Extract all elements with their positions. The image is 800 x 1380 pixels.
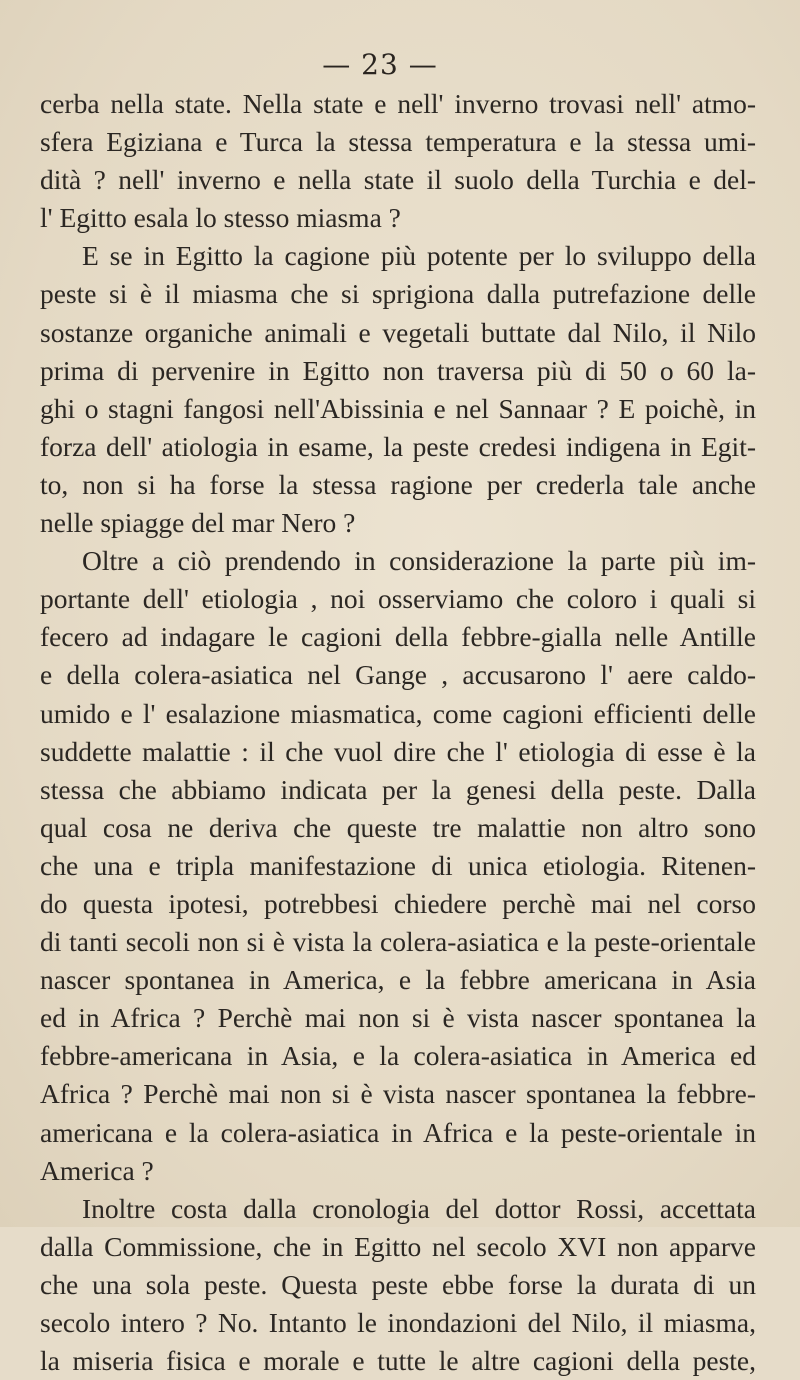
text-line: che una e tripla manifestazione di unica etiologia. Ritenen- xyxy=(40,849,756,881)
text-line: Africa ? Perchè mai non si è vista nascer spontanea la febbre- xyxy=(40,1078,756,1110)
text-line: Inoltre costa dalla cronologia del dottor Rossi, accettata xyxy=(82,1192,756,1224)
text-line: to, non si ha forse la stessa ragione per crederla tale anche xyxy=(40,468,756,500)
text-line: stessa che abbiamo indicata per la genesi della peste. Dalla xyxy=(40,773,756,805)
text-line: fecero ad indagare le cagioni della febbre-gialla nelle Antille xyxy=(40,621,756,653)
text-line: e della colera-asiatica nel Gange , accusarono l' aere caldo- xyxy=(40,659,756,691)
page-number: — 23 — xyxy=(322,48,438,81)
text-line: ed in Africa ? Perchè mai non si è vista nascer spontanea la xyxy=(40,1002,756,1034)
text-line: peste si è il miasma che si sprigiona dalla putrefazione delle xyxy=(40,278,756,310)
text-line: forza dell' atiologia in esame, la peste credesi indigena in Egit- xyxy=(40,430,756,462)
text-line: prima di pervenire in Egitto non traversa più di 50 o 60 la- xyxy=(40,354,756,386)
text-line: la miseria fisica e morale e tutte le altre cagioni della peste, xyxy=(40,1345,756,1377)
text-line: nascer spontanea in America, e la febbre americana in Asia xyxy=(40,964,756,996)
text-line: ghi o stagni fangosi nell'Abissinia e nel Sannaar ? E poichè, in xyxy=(40,392,756,424)
text-line: sostanze organiche animali e vegetali buttate dal Nilo, il Nilo xyxy=(40,316,756,348)
text-line: febbre-americana in Asia, e la colera-asiatica in America ed xyxy=(40,1040,756,1072)
text-line: di tanti secoli non si è vista la colera-asiatica e la peste-orientale xyxy=(40,926,756,958)
text-line: l' Egitto esala lo stesso miasma ? xyxy=(40,202,401,234)
paragraph xyxy=(40,542,756,1190)
text-line: suddette malattie : il che vuol dire che l' etiologia di esse è la xyxy=(40,735,756,767)
text-line: E se in Egitto la cagione più potente per lo sviluppo della xyxy=(82,240,756,272)
text-line: America ? xyxy=(40,1154,154,1186)
text-line: sfera Egiziana e Turca la stessa temperatura e la stessa umi- xyxy=(40,126,756,158)
body-text xyxy=(40,85,756,1380)
paragraph xyxy=(40,237,756,542)
text-line: secolo intero ? No. Intanto le inondazioni del Nilo, il miasma, xyxy=(40,1307,756,1338)
text-line: nelle spiagge del mar Nero ? xyxy=(40,507,356,539)
text-line: umido e l' esalazione miasmatica, come cagioni efficienti delle xyxy=(40,697,756,729)
text-line: americana e la colera-asiatica in Africa e la peste-orientale in xyxy=(40,1116,756,1148)
text-line: cerba nella state. Nella state e nell' inverno trovasi nell' atmo- xyxy=(40,88,756,119)
text-line: che una sola peste. Questa peste ebbe forse la durata di un xyxy=(40,1268,756,1300)
paragraph xyxy=(40,85,756,237)
text-line: do questa ipotesi, potrebbesi chiedere perchè mai nel corso xyxy=(40,887,756,919)
paragraph xyxy=(40,1190,756,1380)
text-line: Oltre a ciò prendendo in considerazione la parte più im- xyxy=(82,545,756,577)
text-line: qual cosa ne deriva che queste tre malattie non altro sono xyxy=(40,811,756,843)
text-line: portante dell' etiologia , noi osserviamo che coloro i quali si xyxy=(40,583,756,615)
text-line: dità ? nell' inverno e nella state il suolo della Turchia e del- xyxy=(40,164,756,196)
text-line: dalla Commissione, che in Egitto nel secolo XVI non apparve xyxy=(40,1230,756,1262)
